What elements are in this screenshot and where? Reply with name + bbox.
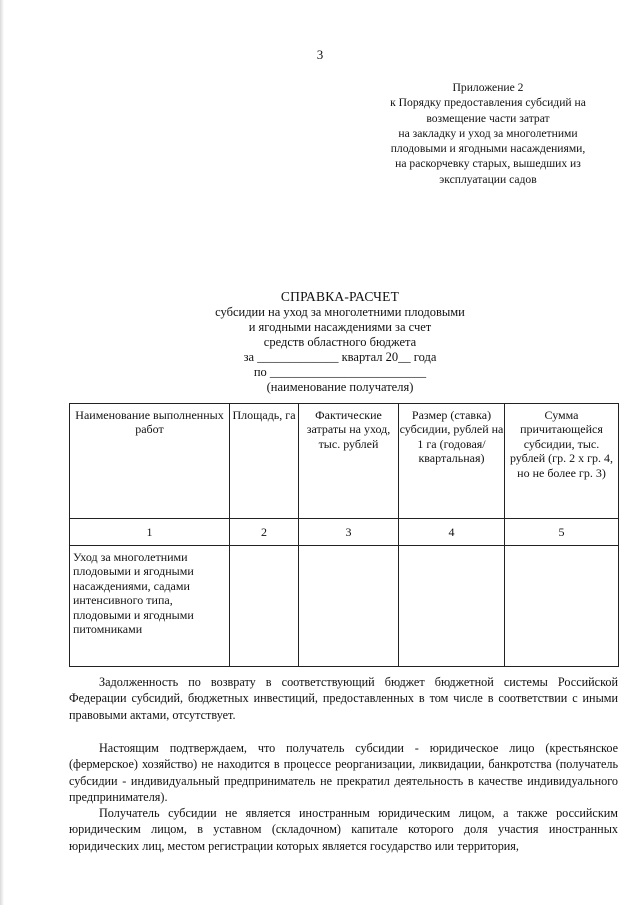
debt-statement-paragraph: Задолженность по возврату в соответствующий бюджет бюджетной системы Российской Федерации субсидий, бюджетных инвестиций, предоставленных в том числе в соответствии с иными правовыми актами, отсутствует. [69, 675, 618, 722]
form-title: СПРАВКА-РАСЧЕТ [280, 289, 400, 304]
subsidy-amount-cell [505, 546, 619, 667]
area-cell [230, 546, 299, 667]
header-actual-costs: Фактические затраты на уход, тыс. рублей [299, 404, 399, 519]
work-name-cell: Уход за многолетними плодовыми и ягодными насаждениями, садами интенсивного типа, плодовыми и ягодными питомниками [70, 546, 230, 667]
table-row [70, 546, 619, 667]
column-number: 4 [399, 519, 505, 546]
appendix-line: эксплуатации садов [439, 172, 537, 186]
recipient-line: по _________________________ [253, 365, 427, 379]
appendix-block [366, 80, 610, 187]
column-number: 3 [299, 519, 399, 546]
header-work-name: Наименование выполненных работ [70, 404, 230, 519]
column-number: 2 [230, 519, 299, 546]
recipient-caption: (наименование получателя) [266, 380, 414, 394]
reorganization-statement-paragraph: Настоящим подтверждаем, что получатель субсидии - юридическое лицо (крестьянское (фермерское) хозяйство) не находится в процессе реорганизации, ликвидации, банкротства (получатель субсидии - индивидуальный предприниматель не прекратил деятельность в качестве индивидуального предпринимателя). [69, 741, 618, 804]
period-line: за _____________ квартал 20__ года [243, 350, 437, 364]
column-number: 1 [70, 519, 230, 546]
page-number: 3 [316, 47, 324, 62]
appendix-line: на закладку и уход за многолетними [398, 126, 578, 140]
form-subtitle-line: и ягодными насаждениями за счет [248, 320, 432, 334]
appendix-line: Приложение 2 [452, 81, 524, 94]
form-subtitle-line: субсидии на уход за многолетними плодовыми [215, 305, 465, 319]
appendix-line: плодовыми и ягодными насаждениями, [390, 142, 586, 156]
column-number-row [70, 519, 619, 546]
form-title-block [140, 289, 540, 395]
appendix-line: к Порядку предоставления субсидий на [390, 96, 586, 110]
appendix-line: на раскорчевку старых, вышедших из [395, 157, 581, 171]
actual-costs-cell [299, 546, 399, 667]
header-rate: Размер (ставка) субсидии, рублей на 1 га (годовая/ квартальная) [399, 404, 505, 519]
table-header-row [70, 404, 619, 519]
scan-edge [0, 0, 4, 905]
foreign-entity-statement-paragraph: Получатель субсидии не является иностранным юридическим лицом, а также российским юридическим лицом, в уставном (складочном) капитале которого доля участия иностранных юридических лиц, местом регистрации которых является государство или территория, [69, 806, 618, 853]
header-subsidy-amount: Сумма причитающейся субсидии, тыс. рублей (гр. 2 х гр. 4, но не более гр. 3) [505, 404, 619, 519]
appendix-line: возмещение части затрат [426, 111, 550, 125]
column-number: 5 [505, 519, 619, 546]
header-area: Площадь, га [230, 404, 299, 519]
form-subtitle-line: средств областного бюджета [263, 335, 417, 349]
rate-cell [399, 546, 505, 667]
calculation-table [69, 403, 619, 667]
